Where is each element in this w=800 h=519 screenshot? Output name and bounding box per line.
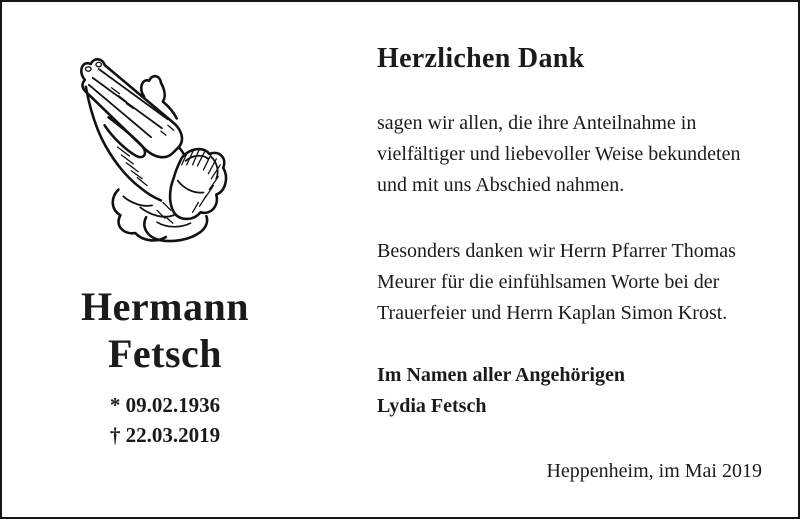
heading: Herzlichen Dank bbox=[377, 43, 585, 74]
text-line: Meurer für die einfühlsamen Worte bei der bbox=[377, 271, 720, 293]
text-line: sagen wir allen, die ihre Anteilnahme in bbox=[377, 112, 697, 134]
praying-hands-icon bbox=[72, 52, 240, 250]
deceased-block bbox=[34, 283, 296, 450]
text-line: vielfältiger und liebevoller Weise bekundeten bbox=[377, 143, 741, 165]
place-date: Heppenheim, im Mai 2019 bbox=[546, 460, 762, 482]
signer-name: Lydia Fetsch bbox=[377, 395, 487, 417]
death-date: † 22.03.2019 bbox=[109, 423, 221, 447]
birth-date: * 09.02.1936 bbox=[109, 393, 221, 417]
thank-you-column bbox=[377, 42, 777, 422]
closing-signature bbox=[377, 360, 777, 422]
paragraph-special-thanks bbox=[377, 236, 777, 329]
deceased-last-name: Fetsch bbox=[107, 331, 223, 376]
text-line: Trauerfeier und Herrn Kaplan Simon Krost. bbox=[377, 302, 728, 324]
closing-line: Im Namen aller Angehörigen bbox=[377, 364, 625, 386]
text-line: und mit uns Abschied nahmen. bbox=[377, 174, 625, 196]
life-dates bbox=[34, 390, 296, 450]
text-line: Besonders danken wir Herrn Pfarrer Thomas bbox=[377, 240, 736, 262]
praying-hands-image bbox=[72, 52, 240, 250]
paragraph-general-thanks bbox=[377, 108, 777, 201]
deceased-first-name: Hermann bbox=[81, 284, 249, 329]
